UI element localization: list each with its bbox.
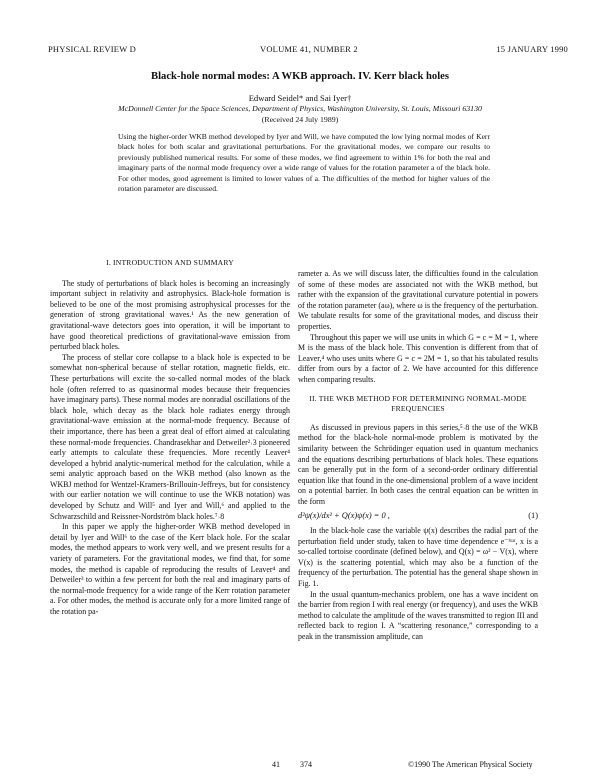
paragraph: Throughout this paper we will use units in which G = c = M = 1, where M is the mass of the black hole. This convention is different from that of Leaver,⁴ who uses units where G = c = 2M = 1, so that his tabulated results differ from ours by a factor of 2. We have accounted for this difference when comparing results. [298,332,538,384]
paragraph: In this paper we apply the higher-order WKB method developed in detail by Iyer and Will⁶ to the case of the Kerr black hole. For the scalar modes, the method appears to work very well, and we present results for a variety of parameters. For the gravitational modes, we find that, for some modes, the method is capable of reproducing the results of Leaver⁴ and Detweiler³ to within a few percent for both the real and imaginary parts of the normal-mode frequency for a wide range of the Kerr rotation parameter a. For other modes, the method is accurate only for a more limited range of the rotation pa- [50,522,290,616]
paragraph: The process of stellar core collapse to a black hole is expected to be somewhat non-spherical because of stellar rotation, magnetic fields, etc. These perturbations will excite the so-called normal modes of the black hole (often referred to as quasinormal modes because their frequencies have imaginary parts). These normal modes are nonradial oscillations of the black hole, which decay as the black hole radiates energy through gravitational-wave emission at the normal-mode frequency. Because of their importance, there has been a great deal of effort aimed at calculating these normal-mode frequencies. Chandrasekhar and Detweiler²˒3 pioneered early attempts to calculate these frequencies. More recently Leaver⁴ developed a hybrid analytic-numerical method for the calculation, while a semi analytic approach based on the WKB method (also known as the WKBJ method for Wentzel-Kramers-Brillouin-Jeffreys, but for consistency with our earlier notation we will continue to use the WKB notation) was developed by Schutz and Will⁵ and Iyer and Will,⁶ and applied to the Schwarzschild and Reissner-Nordström black holes.⁷˒8 [50,352,290,521]
paragraph: In the usual quantum-mechanics problem, one has a wave incident on the barrier from region I with real energy (or frequency), and uses the WKB method to calculate the amplitude of the waves transmitted to region III and reflected back to region I. A “scattering resonance,” corresponding to a peak in the transmission amplitude, can [298,589,538,641]
paragraph: As discussed in previous papers in this series,⁵˒8 the use of the WKB method for the black-hole normal-mode problem is motivated by the similarity between the Schrödinger equation used in quantum mechanics and the equations describing perturbations of black holes. These equations can be generally put in the form of a second-order ordinary differential equation like that found in the one-dimensional problem of a wave incident on a potential barrier. In both cases the central equation can be written in the form [298,422,538,506]
equation-body: d²ψ(x)/dx² + Q(x)ψ(x) = 0 , [298,511,390,521]
equation-number: (1) [528,511,538,521]
abstract: Using the higher-order WKB method developed by Iyer and Will, we have computed the low lying normal modes of Kerr black holes for both scalar and gravitational perturbations. For the gravitational modes, we compare our results to previously published numerical results. For some of these modes, we find agreement to within 1% for both the real and imaginary parts of the normal mode frequency over a wide range of values for the rotation parameter a of the black hole. For other modes, good agreement is limited to lower values of a. The difficulties of the method for higher values of the rotation parameter are discussed. [118,132,490,194]
paragraph: rameter a. As we will discuss later, the difficulties found in the calculation of some of these modes are associated not with the WKB method, but rather with the expansion of the gravitational curvature potential in powers of the rotation parameter (aω), where ω is the frequency of the perturbation. We tabulate results for some of the gravitational modes, and discuss their properties. [298,269,538,331]
paragraph: In the black-hole case the variable ψ(x) describes the radial part of the perturbation field under study, taken to have time dependence e⁻ⁱᵚᵗ, x is a so-called tortoise coordinate (defined below), and Q(x) = ω² − V(x), where V(x) is the scattering potential, which may also be a function of the frequency of the perturbation. The potential has the general shape shown in Fig. 1. [298,526,538,589]
section-heading-wkb-method: II. THE WKB METHOD FOR DETERMINING NORMAL-MODE FREQUENCIES [309,393,527,414]
issue-date: 15 JANUARY 1990 [496,44,568,54]
volume-number: VOLUME 41, NUMBER 2 [260,44,358,54]
section-heading-introduction: I. INTRODUCTION AND SUMMARY [106,258,234,267]
footer-volume: 41 [272,760,280,769]
left-column [50,258,290,618]
author-list: Edward Seidel* and Sai Iyer† [248,93,352,103]
page-number: 374 [300,760,312,769]
equation-1 [298,511,538,522]
journal-name: PHYSICAL REVIEW D [48,44,136,54]
right-column [298,269,538,643]
copyright: ©1990 The American Physical Society [408,760,533,769]
affiliation: McDonnell Center for the Space Sciences, Department of Physics, Washington University, St. Louis, Missouri 63130 [118,104,482,113]
received-date: (Received 24 July 1989) [261,115,339,124]
paragraph: The study of perturbations of black holes is becoming an increasingly important subject in relativity and astrophysics. Black-hole formation is believed to be one of the most promising astrophysical processes for the generation of strong gravitational waves.¹ As the new generation of gravitational-wave detectors goes into operation, it will be important to have good theoretical predictions of gravitational-wave emission from perturbed black holes. [50,278,290,352]
paper-title: Black-hole normal modes: A WKB approach. IV. Kerr black holes [151,71,449,82]
